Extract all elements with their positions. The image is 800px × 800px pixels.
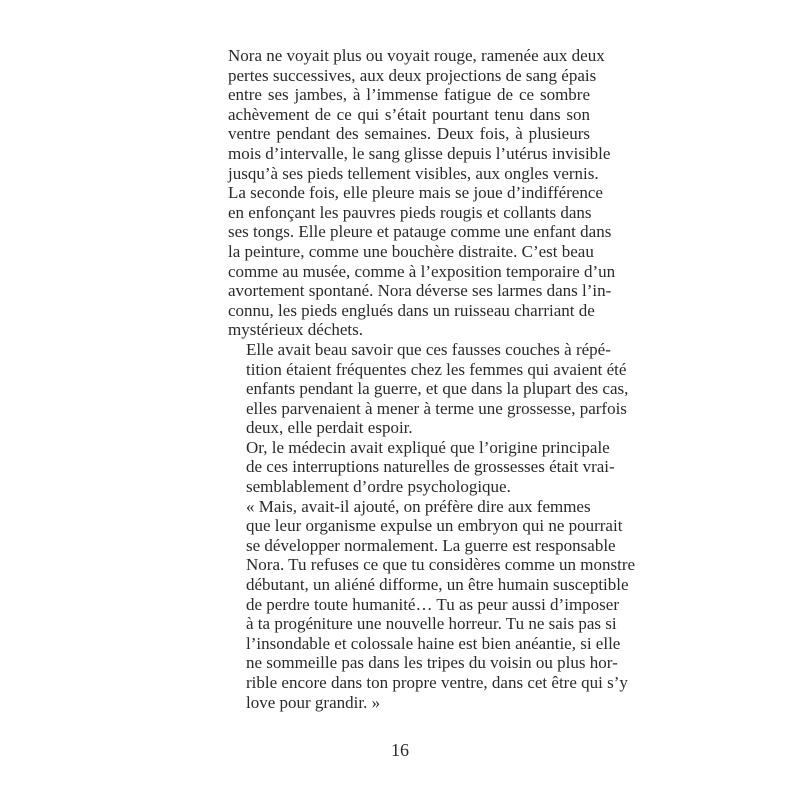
text-line: La seconde fois, elle pleure mais se joue d’indifférence	[228, 183, 603, 203]
text-line: connu, les pieds englués dans un ruisseau charriant de	[228, 300, 595, 320]
text-line: en enfonçant les pauvres pieds rougis et collants dans	[228, 202, 592, 222]
text-line: elles parvenaient à mener à terme une grossesse, parfois	[246, 398, 627, 418]
text-line: ne sommeille pas dans les tripes du voisin ou plus hor-	[246, 653, 618, 673]
text-line: avortement spontané. Nora déverse ses larmes dans l’in-	[228, 281, 612, 301]
text-line: semblablement d’ordre psychologique.	[246, 477, 511, 497]
text-line: de perdre toute humanité… Tu as peur aussi d’imposer	[246, 594, 619, 614]
text-line: à ta progéniture une nouvelle horreur. Tu ne sais pas si	[246, 614, 617, 634]
text-line: pertes successives, aux deux projections de sang épais	[228, 65, 597, 85]
text-line: l’insondable et colossale haine est bien anéantie, si elle	[246, 633, 621, 653]
text-line: de ces interruptions naturelles de grossesses était vrai-	[246, 457, 615, 477]
text-line: Or, le médecin avait expliqué que l’origine principale	[246, 437, 610, 457]
text-line: entre ses jambes, à l’immense fatigue de ce sombre	[228, 85, 590, 105]
text-line: ventre pendant des semaines. Deux fois, à plusieurs	[228, 124, 590, 144]
text-line: rible encore dans ton propre ventre, dans cet être qui s’y	[246, 673, 628, 692]
text-line: comme au musée, comme à l’exposition temporaire d’un	[228, 261, 616, 281]
paragraph	[228, 339, 629, 438]
text-line: enfants pendant la guerre, et que dans la plupart des cas,	[246, 379, 629, 399]
text-line: ses tongs. Elle pleure et patauge comme une enfant dans	[228, 222, 612, 242]
text-line: Nora ne voyait plus ou voyait rouge, ramenée aux deux	[228, 46, 605, 65]
text-line: « Mais, avait-il ajouté, on préfère dire aux femmes	[246, 496, 591, 516]
text-line: Elle avait beau savoir que ces fausses couches à répé-	[246, 339, 611, 359]
text-line: mois d’intervalle, le sang glisse depuis l’utérus invisible	[228, 143, 611, 163]
body-text	[228, 46, 636, 712]
text-line: que leur organisme expulse un embryon qui ne pourrait	[246, 516, 623, 536]
text-line: débutant, un aliéné difforme, un être humain susceptible	[246, 575, 629, 595]
text-line: achèvement de ce qui s’était pourtant tenu dans son	[228, 104, 590, 124]
text-line: deux, elle perdait espoir.	[246, 418, 413, 438]
text-line: mystérieux déchets.	[228, 320, 364, 340]
paragraph	[228, 496, 636, 713]
text-line: love pour grandir. »	[246, 692, 381, 712]
paragraph	[228, 46, 616, 340]
text-line: jusqu’à ses pieds tellement visibles, aux ongles vernis.	[228, 163, 599, 183]
text-line: se développer normalement. La guerre est responsable	[246, 535, 616, 555]
page-number: 16	[391, 740, 409, 760]
text-line: la peinture, comme une bouchère distraite. C’est beau	[228, 241, 594, 261]
paragraph	[228, 437, 615, 497]
text-line: Nora. Tu refuses ce que tu considères comme un monstre	[246, 555, 636, 575]
text-line: tition étaient fréquentes chez les femmes qui avaient été	[246, 359, 627, 379]
